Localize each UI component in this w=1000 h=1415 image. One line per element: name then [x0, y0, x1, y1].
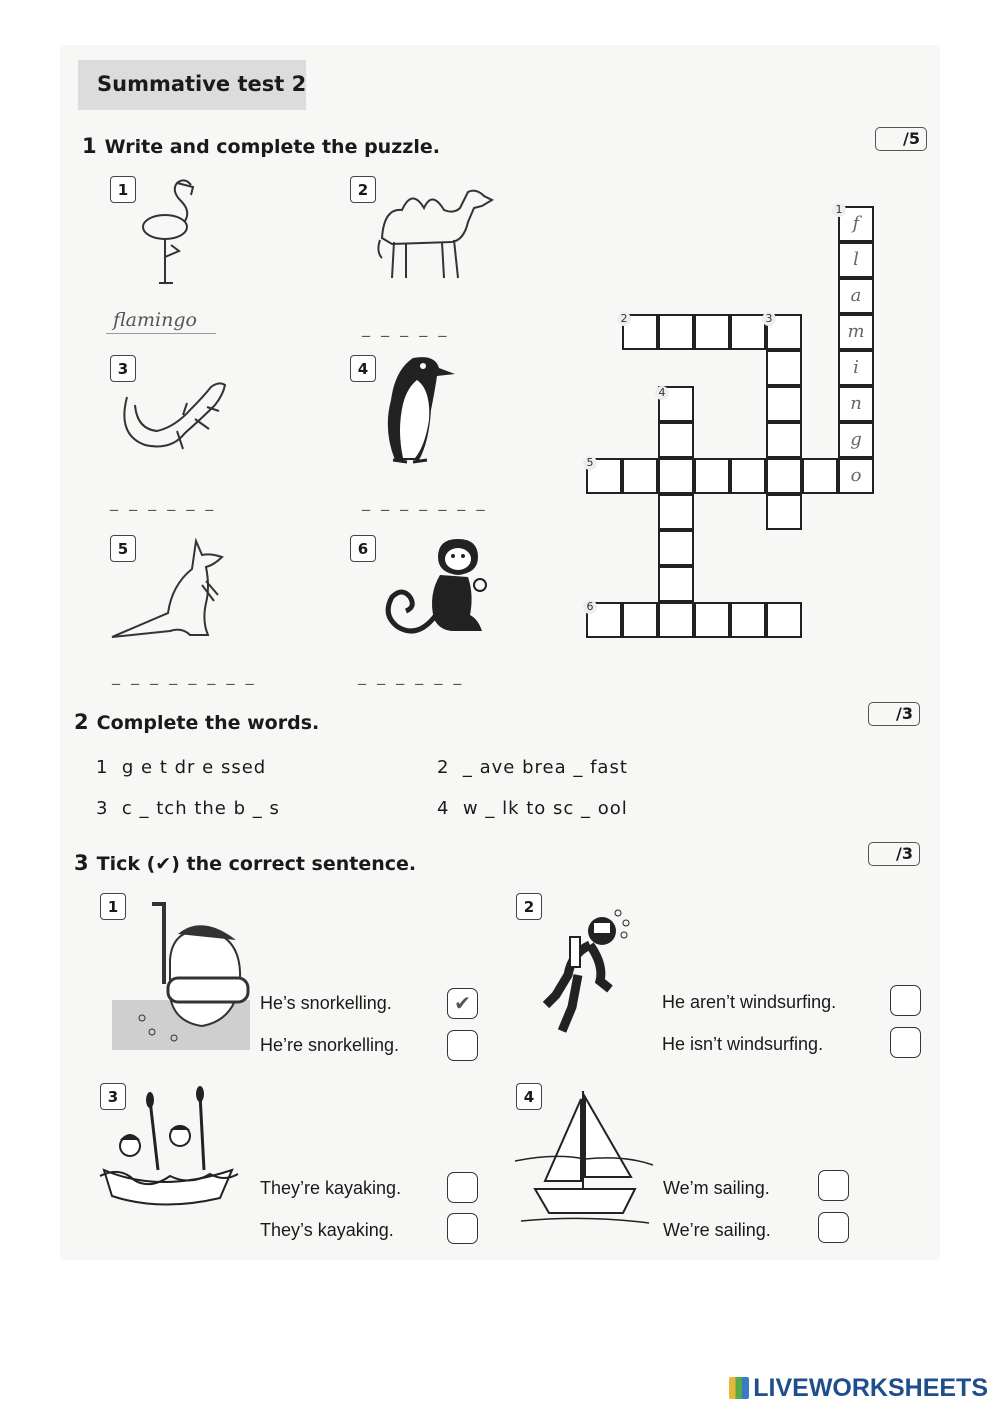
crossword-cell[interactable] — [766, 422, 802, 458]
crossword-cell[interactable] — [622, 458, 658, 494]
crossword-letter: l — [853, 249, 859, 270]
item-number: 4 — [516, 1083, 542, 1110]
crossword-cell[interactable] — [730, 458, 766, 494]
crossword-cell[interactable] — [766, 350, 802, 386]
kayakers-picture — [100, 1090, 240, 1220]
item-answer[interactable]: _ _ _ _ _ _ _ _ — [112, 666, 257, 685]
crossword-cell[interactable] — [730, 602, 766, 638]
tick-box[interactable] — [447, 1213, 478, 1244]
sentence-option: They’s kayaking. — [260, 1220, 394, 1240]
crossword-letter: n — [850, 393, 862, 414]
word-item-number: 1 — [96, 757, 109, 778]
word-item[interactable] — [96, 757, 266, 778]
lizard-picture — [115, 375, 240, 470]
section1-heading-text: Write and complete the puzzle. — [104, 136, 440, 158]
sentence-option: He’re snorkelling. — [260, 1035, 400, 1055]
clue-number: 3 — [762, 312, 776, 326]
word-item-text: g e t dr e ssed — [121, 757, 267, 778]
crossword-cell[interactable] — [694, 458, 730, 494]
tick-box[interactable]: ✔ — [447, 988, 478, 1019]
crossword-cell[interactable] — [766, 386, 802, 422]
word-item-number: 3 — [96, 798, 109, 819]
item-answer[interactable]: _ _ _ _ _ _ — [358, 666, 465, 685]
sentence-option: We’re sailing. — [663, 1220, 771, 1240]
item-number: 1 — [110, 176, 136, 203]
clue-number: 2 — [617, 312, 631, 326]
crossword-cell[interactable] — [766, 602, 802, 638]
word-item-number: 2 — [437, 757, 450, 778]
word-item-text: _ ave brea _ fast — [462, 757, 628, 778]
section3-heading — [74, 851, 416, 875]
item-number: 2 — [350, 176, 376, 203]
tick-box[interactable] — [447, 1172, 478, 1203]
crossword-cell[interactable] — [766, 458, 802, 494]
crossword-letter: g — [850, 429, 862, 450]
word-item[interactable] — [96, 798, 280, 819]
item-number: 1 — [100, 893, 126, 920]
crossword-letter: a — [850, 285, 862, 306]
section1-heading — [82, 134, 440, 158]
crossword-cell[interactable] — [658, 530, 694, 566]
diver-picture — [520, 905, 645, 1037]
item-number: 6 — [350, 535, 376, 562]
word-item[interactable] — [437, 798, 628, 819]
section2-score-box: /3 — [868, 702, 920, 726]
item-number: 2 — [516, 893, 542, 920]
penguin-picture — [373, 350, 458, 468]
sentence-option: We’m sailing. — [663, 1178, 770, 1198]
word-item-number: 4 — [437, 798, 450, 819]
clue-number: 6 — [583, 600, 597, 614]
crossword-cell[interactable] — [658, 314, 694, 350]
answer-line — [106, 333, 216, 334]
sentence-option: They’re kayaking. — [260, 1178, 402, 1198]
tick-box[interactable] — [447, 1030, 478, 1061]
crossword-cell[interactable] — [622, 602, 658, 638]
crossword-letter: f — [852, 213, 860, 234]
section3-heading-text: Tick (✔) the correct sentence. — [96, 853, 417, 875]
crossword-cell[interactable] — [658, 602, 694, 638]
clue-number: 5 — [583, 456, 597, 470]
item-number: 3 — [110, 355, 136, 382]
tick-box[interactable] — [818, 1170, 849, 1201]
snorkeller-picture — [112, 900, 252, 1052]
crossword-cell[interactable] — [694, 602, 730, 638]
crossword-letter: i — [853, 357, 859, 378]
tick-box[interactable] — [818, 1212, 849, 1243]
section1-number: 1 — [82, 134, 97, 158]
sailboat-picture — [515, 1085, 655, 1230]
page-title: Summative test 2 — [97, 72, 307, 96]
sentence-option: He aren’t windsurfing. — [662, 992, 837, 1012]
section3-number: 3 — [74, 851, 89, 875]
logo-text: LIVEWORKSHEETS — [753, 1374, 988, 1402]
crossword-letter: m — [847, 321, 865, 342]
crossword-cell[interactable] — [730, 314, 766, 350]
section1-score-box: /5 — [875, 127, 927, 151]
liveworksheets-logo — [729, 1374, 988, 1403]
crossword-cell[interactable] — [766, 494, 802, 530]
logo-icon — [729, 1377, 749, 1399]
clue-number: 1 — [832, 203, 846, 217]
crossword-cell[interactable] — [658, 458, 694, 494]
item-answer[interactable]: _ _ _ _ _ — [362, 318, 450, 337]
crossword-cell[interactable] — [658, 422, 694, 458]
item-number: 4 — [350, 355, 376, 382]
section3-score-box: /3 — [868, 842, 920, 866]
item-answer[interactable]: _ _ _ _ _ _ _ — [362, 492, 488, 511]
camel-picture — [372, 178, 497, 286]
crossword-cell[interactable] — [658, 566, 694, 602]
crossword-letter: o — [850, 465, 862, 486]
crossword-cell[interactable] — [802, 458, 838, 494]
item-answer[interactable]: flamingo — [113, 309, 197, 331]
section2-heading-text: Complete the words. — [96, 712, 320, 734]
word-item[interactable] — [437, 757, 628, 778]
crossword-cell[interactable] — [658, 494, 694, 530]
item-number: 5 — [110, 535, 136, 562]
item-answer[interactable]: _ _ _ _ _ _ — [110, 492, 217, 511]
crossword-cell[interactable] — [694, 314, 730, 350]
word-item-text: w _ lk to sc _ ool — [462, 798, 628, 819]
tick-box[interactable] — [890, 1027, 921, 1058]
section2-heading — [74, 710, 319, 734]
monkey-picture — [378, 535, 503, 643]
sentence-option: He’s snorkelling. — [260, 993, 392, 1013]
sentence-option: He isn’t windsurfing. — [662, 1034, 824, 1054]
kangaroo-picture — [110, 535, 230, 643]
clue-number: 4 — [655, 386, 669, 400]
item-number: 3 — [100, 1083, 126, 1110]
word-item-text: c _ tch the b _ s — [121, 798, 280, 819]
flamingo-picture — [135, 175, 215, 290]
section2-number: 2 — [74, 710, 89, 734]
tick-box[interactable] — [890, 985, 921, 1016]
